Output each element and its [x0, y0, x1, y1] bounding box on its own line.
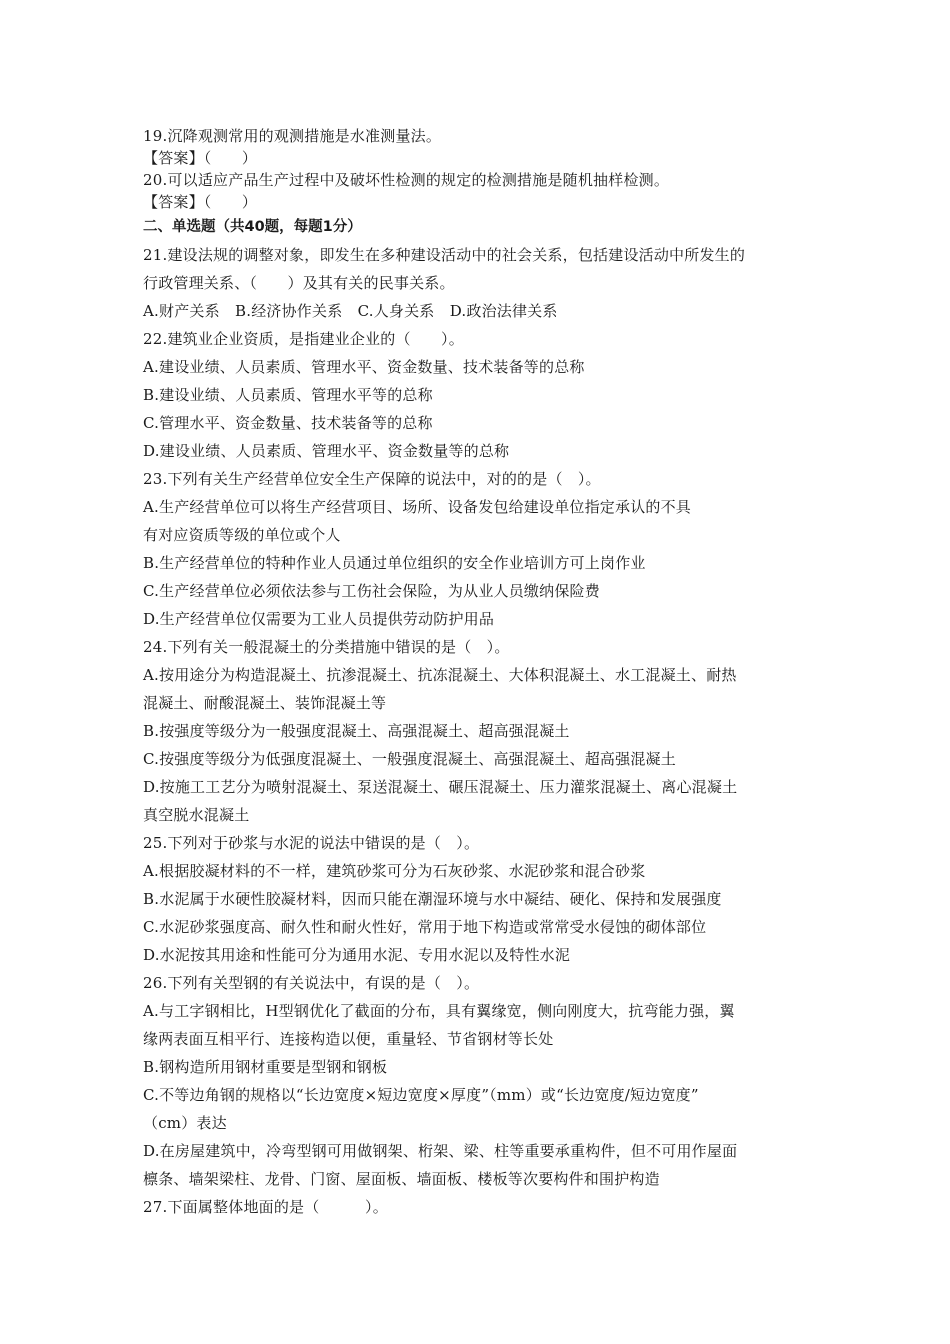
option-22-d: D.建设业绩、人员素质、管理水平、资金数量等的总称	[143, 442, 510, 460]
answer-19: 【答案】（ ）	[143, 149, 258, 167]
option-26-a-cont: 缘两表面互相平行、连接构造以便，重量轻、节省钢材等长处	[143, 1030, 554, 1048]
question-22: 22.建筑业企业资质，是指建业企业的（ ）。	[143, 330, 464, 348]
question-20: 20.可以适应产品生产过程中及破坏性检测的规定的检测措施是随机抽样检测。	[143, 171, 670, 189]
option-26-d: D.在房屋建筑中，冷弯型钢可用做钢架、桁架、梁、柱等重要承重构件，但不可用作屋面	[143, 1142, 738, 1160]
option-25-c: C.水泥砂浆强度高、耐久性和耐火性好，常用于地下构造或常常受水侵蚀的砌体部位	[143, 918, 707, 936]
answer-20: 【答案】（ ）	[143, 193, 258, 211]
option-24-d: D.按施工工艺分为喷射混凝土、泵送混凝土、碾压混凝土、压力灌浆混凝土、离心混凝土	[143, 778, 738, 796]
question-19: 19.沉降观测常用的观测措施是水准测量法。	[143, 127, 442, 145]
question-25: 25.下列对于砂浆与水泥的说法中错误的是（ ）。	[143, 834, 480, 852]
option-22-b: B.建设业绩、人员素质、管理水平等的总称	[143, 386, 433, 404]
document-body	[143, 125, 813, 1221]
question-27: 27.下面属整体地面的是（ ）。	[143, 1198, 388, 1216]
option-23-d: D.生产经营单位仅需要为工业人员提供劳动防护用品	[143, 610, 495, 628]
section-heading-single-choice: 二、单选题（共40题，每题1分）	[143, 219, 362, 235]
option-22-c: C.管理水平、资金数量、技术装备等的总称	[143, 414, 433, 432]
option-25-d: D.水泥按其用途和性能可分为通用水泥、专用水泥以及特性水泥	[143, 946, 571, 964]
option-24-c: C.按强度等级分为低强度混凝土、一般强度混凝土、高强混凝土、超高强混凝土	[143, 750, 676, 768]
options-21: A.财产关系 B.经济协作关系 C.人身关系 D.政治法律关系	[143, 302, 558, 320]
option-25-b: B.水泥属于水硬性胶凝材料，因而只能在潮湿环境与水中凝结、硬化、保持和发展强度	[143, 890, 722, 908]
option-26-a: A.与工字钢相比，H型钢优化了截面的分布，具有翼缘宽，侧向刚度大，抗弯能力强，翼	[143, 1002, 735, 1020]
option-23-c: C.生产经营单位必须依法参与工伤社会保险，为从业人员缴纳保险费	[143, 582, 600, 600]
option-23-b: B.生产经营单位的特种作业人员通过单位组织的安全作业培训方可上岗作业	[143, 554, 646, 572]
option-23-a: A.生产经营单位可以将生产经营项目、场所、设备发包给建设单位指定承认的不具	[143, 498, 692, 516]
option-24-b: B.按强度等级分为一般强度混凝土、高强混凝土、超高强混凝土	[143, 722, 570, 740]
option-24-a-cont: 混凝土、耐酸混凝土、装饰混凝土等	[143, 694, 387, 712]
option-24-d-cont: 真空脱水混凝土	[143, 806, 250, 824]
question-21-cont: 行政管理关系、（ ）及其有关的民事关系。	[143, 274, 455, 292]
option-26-c: C.不等边角钢的规格以“长边宽度×短边宽度×厚度”（mm）或“长边宽度/短边宽度”	[143, 1086, 699, 1104]
question-24: 24.下列有关一般混凝土的分类措施中错误的是（ ）。	[143, 638, 510, 656]
option-23-a-cont: 有对应资质等级的单位或个人	[143, 526, 341, 544]
question-21: 21.建设法规的调整对象，即发生在多种建设活动中的社会关系，包括建设活动中所发生的	[143, 246, 746, 264]
option-26-b: B.钢构造所用钢材重要是型钢和钢板	[143, 1058, 388, 1076]
question-23: 23.下列有关生产经营单位安全生产保障的说法中，对的的是（ ）。	[143, 470, 601, 488]
option-26-d-cont: 檩条、墙架梁柱、龙骨、门窗、屋面板、墙面板、楼板等次要构件和围护构造	[143, 1170, 660, 1188]
option-26-c-cont: （cm）表达	[143, 1114, 227, 1132]
option-22-a: A.建设业绩、人员素质、管理水平、资金数量、技术装备等的总称	[143, 358, 585, 376]
question-26: 26.下列有关型钢的有关说法中，有误的是（ ）。	[143, 974, 480, 992]
option-24-a: A.按用途分为构造混凝土、抗渗混凝土、抗冻混凝土、大体积混凝土、水工混凝土、耐热	[143, 666, 737, 684]
option-25-a: A.根据胶凝材料的不一样，建筑砂浆可分为石灰砂浆、水泥砂浆和混合砂浆	[143, 862, 646, 880]
